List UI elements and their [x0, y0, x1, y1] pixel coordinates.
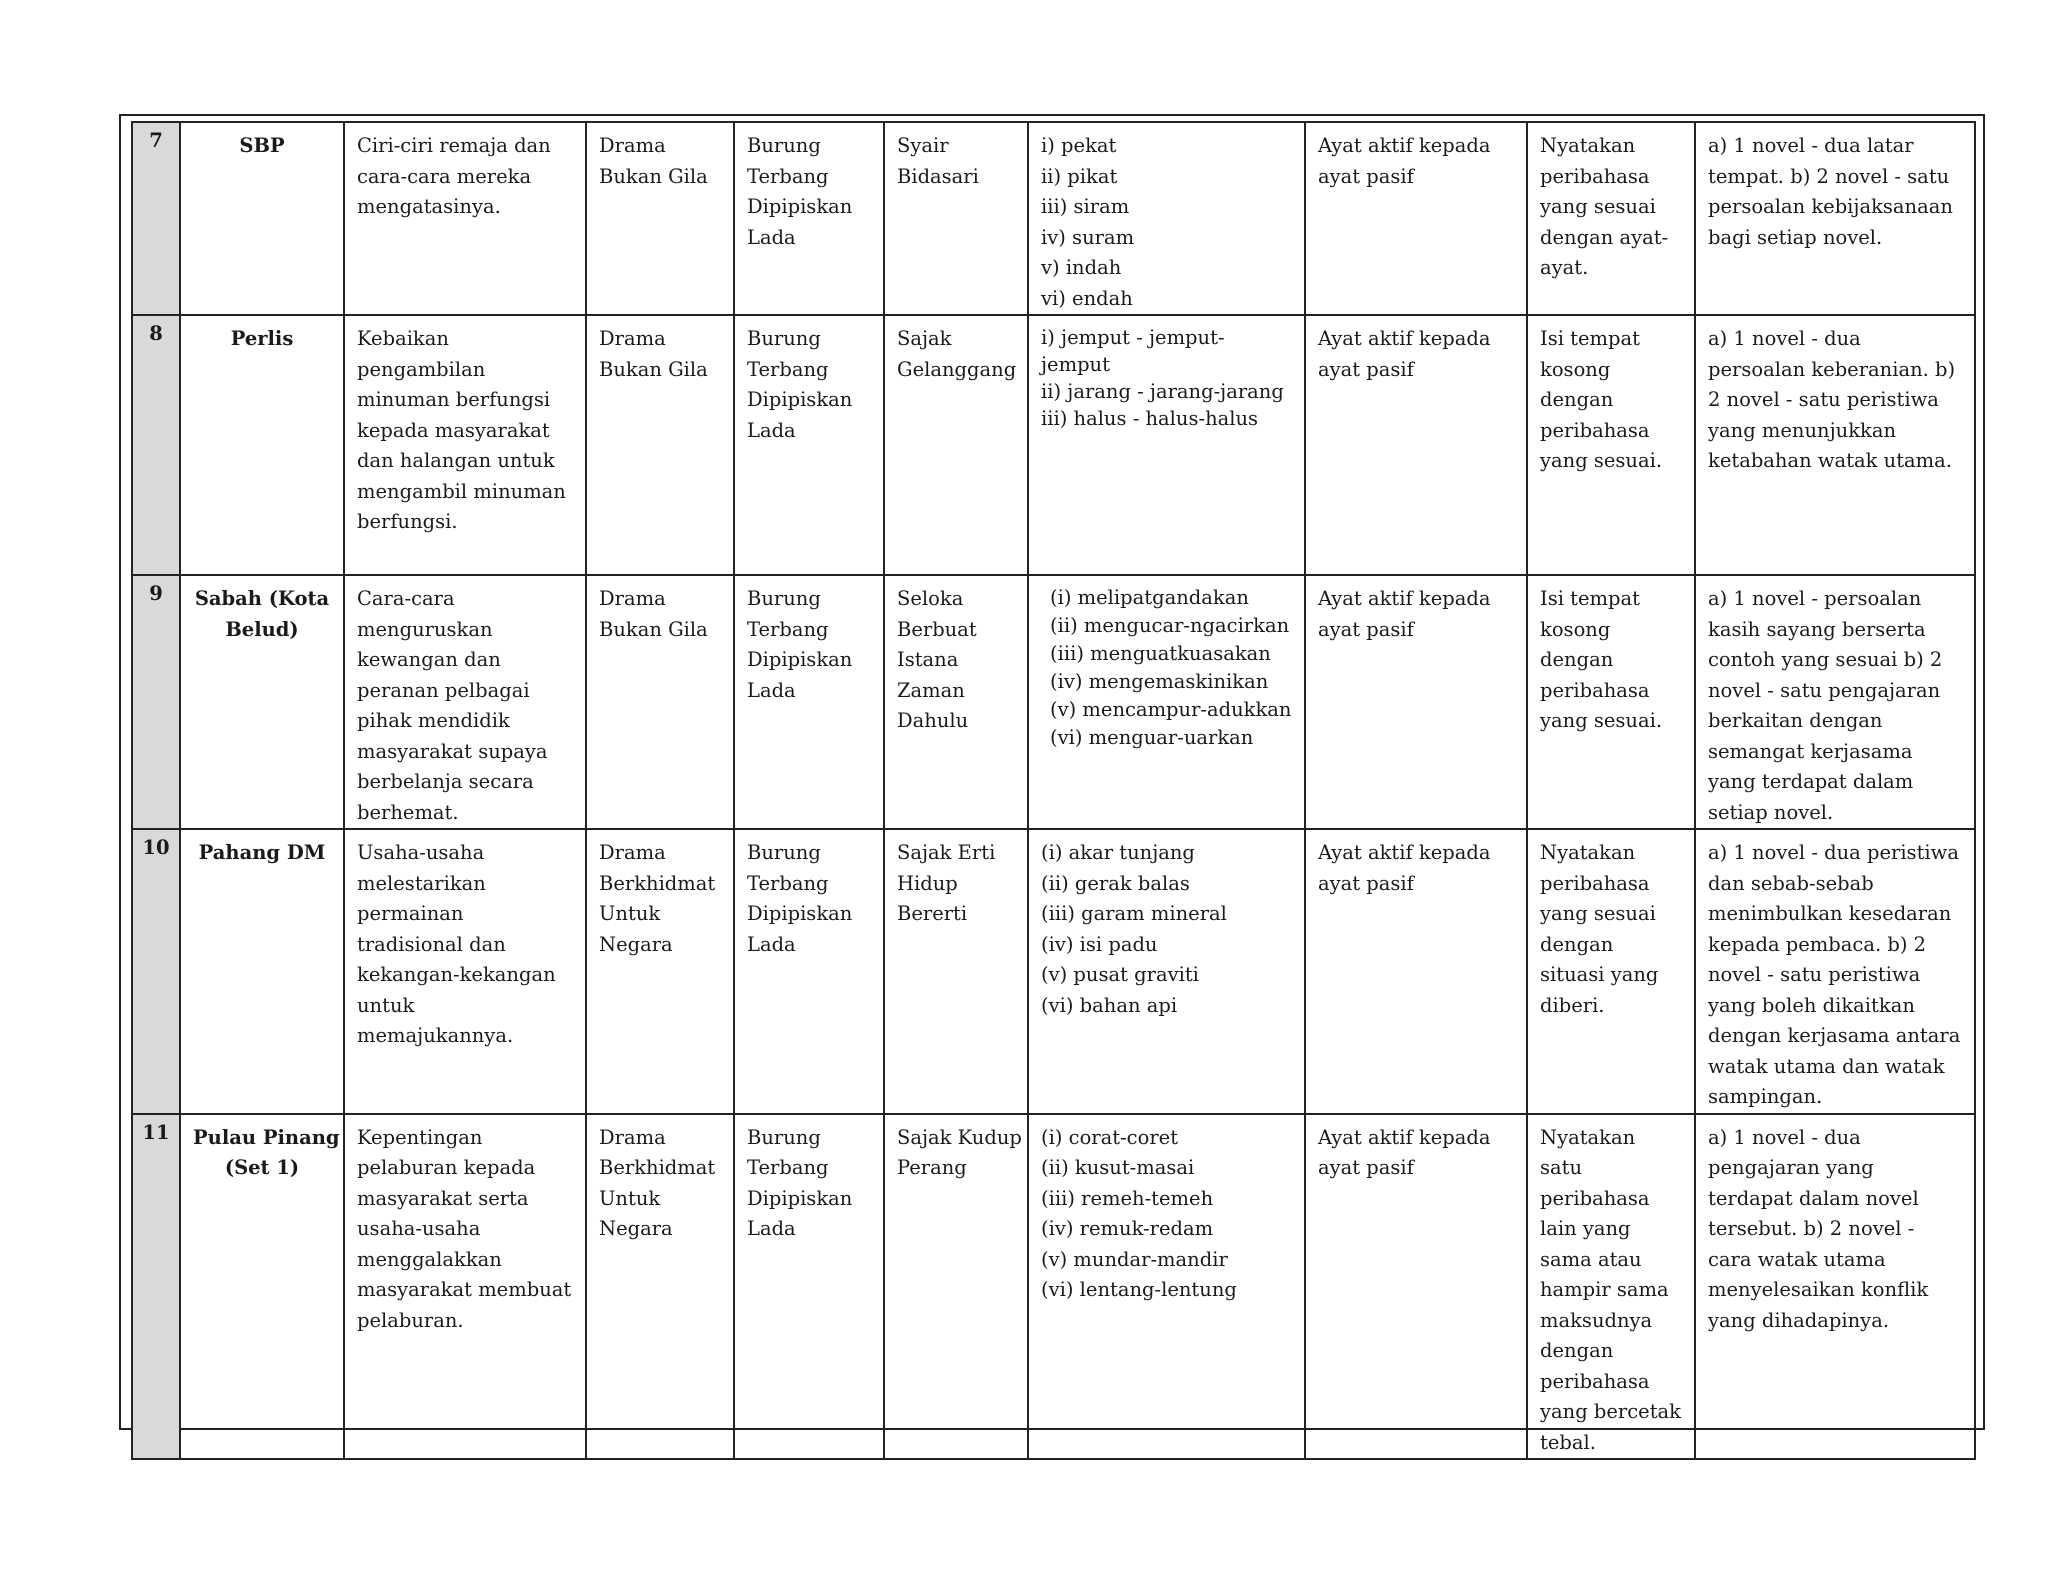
cerpen-line: Burung	[747, 327, 821, 350]
cerpen-line: Dipipiskan	[747, 1186, 853, 1210]
drama-cell	[586, 1114, 734, 1460]
cerpen-line: Terbang	[747, 1156, 829, 1179]
ayat-cell: Ayat aktif kepada ayat pasif	[1305, 829, 1527, 1114]
essay-topic-cell: Usaha-usaha melestarikan permainan tradisional dan kekangan-kekangan untuk memajukannya.	[344, 829, 586, 1114]
drama-cell	[586, 315, 734, 575]
drama-line: Bukan Gila	[599, 617, 708, 641]
drama-cell	[586, 122, 734, 315]
peribahasa-cell: Nyatakan satu peribahasa lain yang sama atau hampir sama maksudnya dengan peribahasa yang bercetak tebal.	[1527, 1114, 1695, 1460]
novel-cell: a) 1 novel - dua latar tempat. b) 2 novel - satu persoalan kebijaksanaan bagi setiap novel.	[1695, 122, 1975, 315]
word-list-line: iv) suram	[1041, 225, 1135, 249]
peribahasa-cell: Nyatakan peribahasa yang sesuai dengan situasi yang diberi.	[1527, 829, 1695, 1114]
word-list-line: (iv) remuk-redam	[1041, 1217, 1214, 1240]
cerpen-cell	[734, 575, 884, 829]
word-list-line: ii) pikat	[1041, 164, 1118, 188]
table-row	[132, 315, 1975, 575]
puisi-line: Bidasari	[897, 164, 979, 188]
word-list-line: (v) mencampur-adukkan	[1050, 698, 1292, 721]
cerpen-line: Burung	[747, 1125, 821, 1149]
state-line: Pulau Pinang	[193, 1125, 340, 1149]
table-body	[132, 122, 1975, 1459]
word-list-line: iii) siram	[1041, 195, 1130, 218]
cerpen-line: Burung	[747, 134, 821, 157]
puisi-cell	[884, 315, 1028, 575]
essay-topic-cell: Ciri-ciri remaja dan cara-cara mereka mengatasinya.	[344, 122, 586, 315]
word-list-line: (ii) gerak balas	[1041, 871, 1190, 895]
puisi-line: Dahulu	[897, 709, 969, 732]
puisi-cell	[884, 122, 1028, 315]
peribahasa-cell: Isi tempat kosong dengan peribahasa yang sesuai.	[1527, 575, 1695, 829]
word-list-line: vi) endah	[1041, 286, 1133, 310]
puisi-line: Istana	[897, 648, 959, 671]
row-number-cell: 9	[132, 575, 180, 829]
cerpen-line: Terbang	[747, 357, 829, 381]
puisi-cell	[884, 575, 1028, 829]
puisi-line: Berbuat	[897, 617, 977, 641]
peribahasa-cell: Nyatakan peribahasa yang sesuai dengan ayat-ayat.	[1527, 122, 1695, 315]
novel-cell: a) 1 novel - persoalan kasih sayang berserta contoh yang sesuai b) 2 novel - satu pengajaran berkaitan dengan semangat kerjasama yang terdapat dalam setiap novel.	[1695, 575, 1975, 829]
word-list-line: (iii) garam mineral	[1041, 902, 1227, 925]
word-list-cell	[1028, 122, 1305, 315]
word-list-line: (v) mundar-mandir	[1041, 1247, 1228, 1271]
puisi-line: Sajak	[897, 327, 952, 350]
puisi-cell	[884, 829, 1028, 1114]
word-list-line: (i) melipatgandakan	[1050, 586, 1249, 609]
table-row	[132, 1114, 1975, 1460]
state-cell	[180, 1114, 344, 1460]
drama-cell	[586, 575, 734, 829]
table-row	[132, 122, 1975, 315]
drama-line: Untuk	[599, 902, 661, 925]
puisi-line: Zaman	[897, 678, 965, 702]
state-cell	[180, 315, 344, 575]
word-list-line: i) jemput - jemput-	[1041, 326, 1225, 349]
exam-topic-table	[131, 121, 1976, 1460]
state-cell	[180, 575, 344, 829]
cerpen-line: Burung	[747, 587, 821, 610]
essay-topic-cell: Kepentingan pelaburan kepada masyarakat serta usaha-usaha menggalakkan masyarakat membuat pelaburan.	[344, 1114, 586, 1460]
cerpen-line: Lada	[747, 1217, 796, 1240]
novel-cell: a) 1 novel - dua peristiwa dan sebab-sebab menimbulkan kesedaran kepada pembaca. b) 2 novel - satu peristiwa yang boleh dikaitkan dengan kerjasama antara watak utama dan watak sampingan.	[1695, 829, 1975, 1114]
cerpen-line: Dipipiskan	[747, 195, 853, 218]
puisi-line: Seloka	[897, 587, 964, 610]
drama-line: Berkhidmat	[599, 1156, 716, 1179]
cerpen-line: Terbang	[747, 871, 829, 895]
peribahasa-cell: Isi tempat kosong dengan peribahasa yang sesuai.	[1527, 315, 1695, 575]
ayat-cell: Ayat aktif kepada ayat pasif	[1305, 315, 1527, 575]
state-cell	[180, 829, 344, 1114]
state-line: Belud)	[225, 617, 299, 641]
drama-line: Drama	[599, 841, 666, 864]
word-list-line: i) pekat	[1041, 134, 1117, 157]
word-list-line: (iii) remeh-temeh	[1041, 1186, 1214, 1210]
word-list-line: (iii) menguatkuasakan	[1050, 642, 1271, 665]
cerpen-line: Lada	[747, 932, 796, 956]
puisi-cell	[884, 1114, 1028, 1460]
row-number-cell: 8	[132, 315, 180, 575]
cerpen-line: Terbang	[747, 164, 829, 188]
word-list-cell	[1028, 315, 1305, 575]
puisi-line: Bererti	[897, 902, 968, 925]
word-list-line: ii) jarang - jarang-jarang	[1041, 380, 1284, 403]
cerpen-line: Lada	[747, 418, 796, 442]
drama-line: Drama	[599, 134, 666, 157]
cerpen-line: Burung	[747, 841, 821, 864]
word-list-line: (v) pusat graviti	[1041, 963, 1199, 986]
novel-cell: a) 1 novel - dua persoalan keberanian. b) 2 novel - satu peristiwa yang menunjukkan ketabahan watak utama.	[1695, 315, 1975, 575]
drama-line: Bukan Gila	[599, 164, 708, 188]
word-list-line: (ii) mengucar-ngacirkan	[1050, 614, 1290, 637]
drama-line: Untuk	[599, 1186, 661, 1210]
word-list-line: (iv) mengemaskinikan	[1050, 670, 1269, 693]
puisi-line: Perang	[897, 1156, 967, 1179]
drama-line: Berkhidmat	[599, 871, 716, 895]
puisi-line: Syair	[897, 134, 949, 157]
drama-line: Bukan Gila	[599, 357, 708, 381]
word-list-cell	[1028, 1114, 1305, 1460]
row-number-cell: 10	[132, 829, 180, 1114]
drama-line: Drama	[599, 1125, 666, 1149]
drama-cell	[586, 829, 734, 1114]
table-row	[132, 575, 1975, 829]
table-row	[132, 829, 1975, 1114]
novel-cell: a) 1 novel - dua pengajaran yang terdapat dalam novel tersebut. b) 2 novel - cara watak utama menyelesaikan konflik yang dihadapinya.	[1695, 1114, 1975, 1460]
row-number-cell: 11	[132, 1114, 180, 1460]
word-list-line: iii) halus - halus-halus	[1041, 407, 1259, 430]
state-line: Sabah (Kota	[194, 587, 330, 610]
essay-topic-cell: Cara-cara menguruskan kewangan dan peranan pelbagai pihak mendidik masyarakat supaya berbelanja secara berhemat.	[344, 575, 586, 829]
ayat-cell: Ayat aktif kepada ayat pasif	[1305, 575, 1527, 829]
cerpen-cell	[734, 829, 884, 1114]
state-cell	[180, 122, 344, 315]
state-line: Pahang DM	[198, 841, 326, 864]
cerpen-line: Dipipiskan	[747, 902, 853, 925]
state-line: Perlis	[230, 327, 294, 350]
word-list-cell	[1028, 575, 1305, 829]
word-list-cell	[1028, 829, 1305, 1114]
drama-line: Drama	[599, 587, 666, 610]
puisi-line: Sajak Kudup	[897, 1125, 1022, 1149]
cerpen-cell	[734, 1114, 884, 1460]
word-list-line: (vi) bahan api	[1041, 993, 1178, 1017]
row-number-cell: 7	[132, 122, 180, 315]
cerpen-line: Dipipiskan	[747, 648, 853, 671]
word-list-line: jemput	[1041, 353, 1110, 376]
cerpen-cell	[734, 122, 884, 315]
word-list-line: (i) corat-coret	[1041, 1125, 1179, 1149]
drama-line: Negara	[599, 932, 673, 956]
drama-line: Negara	[599, 1217, 673, 1240]
state-line: (Set 1)	[224, 1156, 300, 1179]
cerpen-cell	[734, 315, 884, 575]
word-list-line: (i) akar tunjang	[1041, 841, 1195, 864]
state-line: SBP	[239, 134, 285, 157]
word-list-line: (ii) kusut-masai	[1041, 1156, 1195, 1179]
puisi-line: Hidup	[897, 871, 958, 895]
word-list-line: v) indah	[1041, 256, 1122, 279]
essay-topic-cell: Kebaikan pengambilan minuman berfungsi kepada masyarakat dan halangan untuk mengambil minuman berfungsi.	[344, 315, 586, 575]
drama-line: Drama	[599, 327, 666, 350]
word-list-line: (iv) isi padu	[1041, 932, 1158, 956]
cerpen-line: Lada	[747, 225, 796, 249]
puisi-line: Sajak Erti	[897, 841, 996, 864]
puisi-line: Gelanggang	[897, 357, 1017, 381]
cerpen-line: Terbang	[747, 617, 829, 641]
cerpen-line: Lada	[747, 678, 796, 702]
word-list-line: (vi) menguar-uarkan	[1050, 726, 1254, 749]
ayat-cell: Ayat aktif kepada ayat pasif	[1305, 1114, 1527, 1460]
cerpen-line: Dipipiskan	[747, 388, 853, 411]
word-list-line: (vi) lentang-lentung	[1041, 1278, 1237, 1301]
ayat-cell: Ayat aktif kepada ayat pasif	[1305, 122, 1527, 315]
